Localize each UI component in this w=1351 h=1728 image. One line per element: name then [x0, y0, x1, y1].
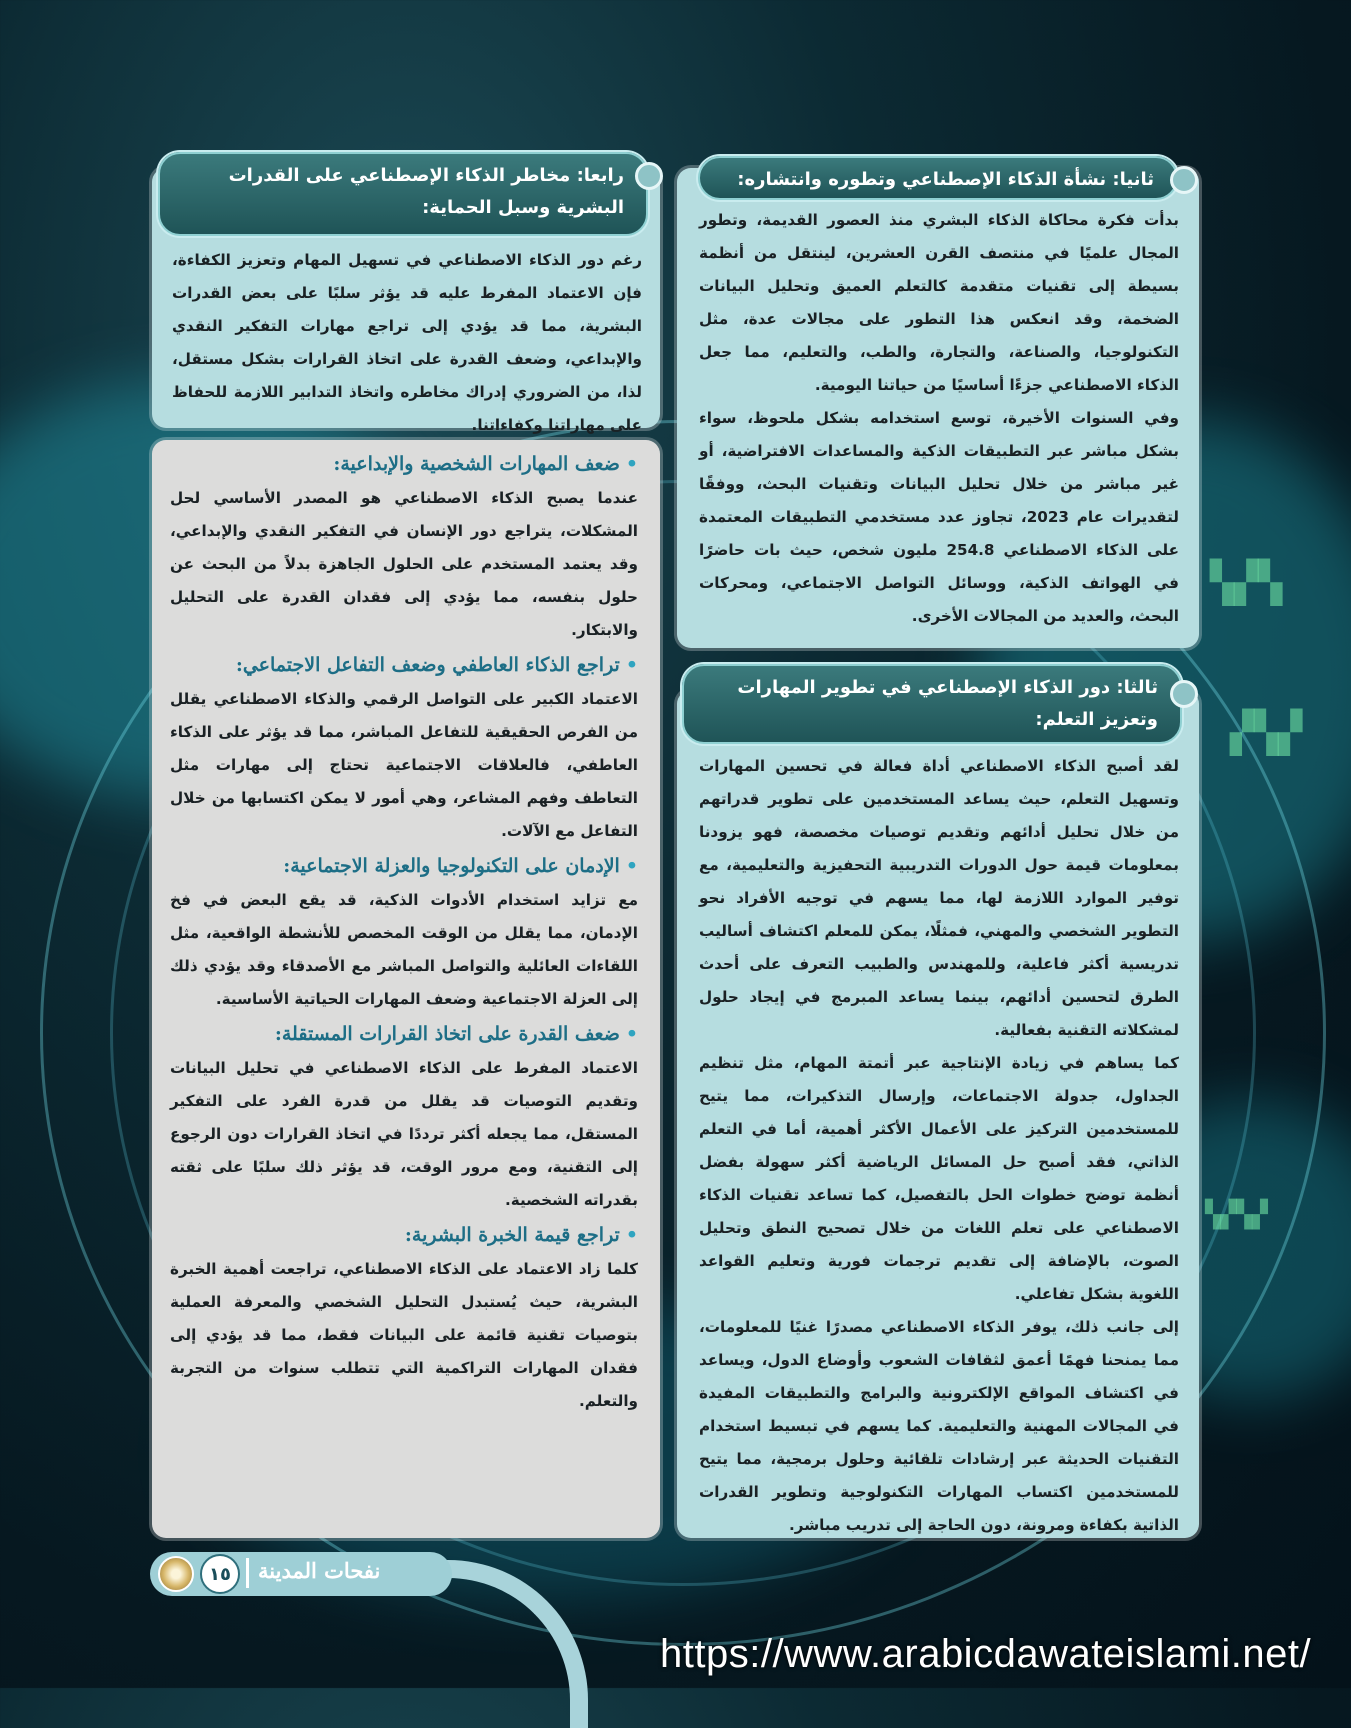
section-three-title-text: ثالثا: دور الذكاء الإصطناعي في تطوير المهارات وتعزيز التعلم: — [737, 677, 1158, 730]
bullet-dot-icon: • — [625, 654, 638, 676]
section-three-paragraph: إلى جانب ذلك، يوفر الذكاء الاصطناعي مصدرًا غنيًا للمعلومات، مما يمنحنا فهمًا أعمق لثقافات الشعوب وأوضاع الدول، ويساعد في اكتشاف المواقع الإلكترونية والبرامج والتطبيقات المفيدة في المجالات المهنية والتعليمية. كما يسهم في تبسيط استخدام التقنيات الحديثة عبر إرشادات تلقائية وحلول برمجية، مما يتيح للمستخدمين اكتساب المهارات التكنولوجية وتطوير القدرات الذاتية بكفاءة ومرونة، دون الحاجة إلى تدريب مباشر. — [699, 1318, 1179, 1534]
section-two-title-text: ثانيا: نشأة الذكاء الإصطناعي وتطوره وانتشاره: — [737, 169, 1154, 190]
section-three-paragraph: لقد أصبح الذكاء الاصطناعي أداة فعالة في تحسين المهارات وتسهيل التعلم، حيث يساعد المستخدمين على تطوير قدراتهم من خلال تحليل أدائهم وتقديم توصيات مخصصة، فهو يزودنا بمعلومات قيمة حول الدورات التدريبية التحفيزية والتعليمية، مع توفير الموارد اللازمة لها، مما يسهم في توجيه الأفراد نحو التطوير الشخصي والمهني، فمثلًا، يمكن للمعلم اكتشاف أساليب تدريسية أكثر فاعلية، وللمهندس والطبيب التعرف على أحدث الطرق لتحسين أدائهم، بينما يساعد المبرمج في إيجاد حلول لمشكلاته التقنية بفعالية. — [699, 757, 1179, 1039]
bullet-dot-icon: • — [625, 1023, 638, 1045]
section-two-paragraph: وفي السنوات الأخيرة، توسع استخدامه بشكل ملحوظ، سواء بشكل مباشر عبر التطبيقات الذكية والمساعدات الافتراضية، أو غير مباشر من خلال تحليل البيانات وتقنيات البحث، ووفقًا لتقديرات عام 2023، تجاوز عدد مستخدمي التطبيقات المعتمدة على الذكاء الاصطناعي 254.8 مليون شخص، حيث بات حاضرًا في الهواتف الذكية، ووسائل التواصل الاجتماعي، ومحركات البحث، والعديد من المجالات الأخرى. — [699, 409, 1179, 625]
section-two-paragraph: بدأت فكرة محاكاة الذكاء البشري منذ العصور القديمة، وتطور المجال علميًا في منتصف القرن العشرين، لينتقل من أنظمة بسيطة إلى تقنيات متقدمة كالتعلم العميق وتحليل البيانات الضخمة، وقد انعكس هذا التطور على مجالات عدة، مثل التكنولوجيا، والصناعة، والتجارة، والطب، والتعليم، مما جعل الذكاء الاصطناعي جزءًا أساسيًا من حياتنا اليومية. — [699, 211, 1179, 394]
footer-divider — [246, 1558, 249, 1588]
section-two-title — [698, 156, 1178, 200]
section-three-paragraph: كما يساهم في زيادة الإنتاجية عبر أتمتة المهام، مثل تنظيم الجداول، جدولة الاجتماعات، وإرسال التذكيرات، مما يتيح للمستخدمين التركيز على الأعمال الأكثر أهمية، أما في التعلم الذاتي، فقد أصبح حل المسائل الرياضية أكثر سهولة بفضل أنظمة توضح خطوات الحل بالتفصيل، كما تساعد تقنيات الذكاء الاصطناعي على تعلم اللغات من خلال تصحيح النطق وتحليل الصوت، بالإضافة إلى تقديم ترجمات فورية وتعليم القواعد اللغوية بشكل تفاعلي. — [699, 1054, 1179, 1303]
background-code-glyphs: ▚▞▚ — [1210, 560, 1283, 606]
background-code-glyphs: ▞▚▞ — [1230, 710, 1303, 756]
background-code-glyphs: ▚▞▚▞ — [1205, 1200, 1268, 1230]
risk-heading: •تراجع الذكاء العاطفي وضعف التفاعل الاجتماعي: — [235, 654, 638, 676]
risk-item — [170, 1217, 638, 1418]
rosette-emblem-icon — [158, 1556, 194, 1592]
risk-text: الاعتماد المفرط على الذكاء الاصطناعي في تحليل البيانات وتقديم التوصيات قد يقلل من قدرة الفرد على التفكير المستقل، مما يجعله أكثر ترددًا في اتخاذ القرارات دون الرجوع إلى التقنية، ومع مرور الوقت، قد يؤثر ذلك سلبًا على ثقته بقدراته الشخصية. — [170, 1059, 638, 1209]
bullet-dot-icon: • — [625, 855, 638, 877]
risk-item — [170, 647, 638, 848]
page-number: ١٥ — [200, 1554, 240, 1594]
watermark-url: https://www.arabicdawateislami.net/ — [660, 1632, 1312, 1676]
section-four-title — [158, 152, 648, 236]
header-ornament-icon — [1170, 680, 1198, 708]
section-three-panel — [677, 690, 1199, 1538]
section-four-title-text: رابعا: مخاطر الذكاء الإصطناعي على القدرات البشرية وسبل الحماية: — [228, 165, 624, 218]
risk-item — [170, 446, 638, 647]
risk-text: مع تزايد استخدام الأدوات الذكية، قد يقع البعض في فخ الإدمان، مما يقلل من الوقت المخصص للأنشطة الواقعية، مثل اللقاءات العائلية والتواصل المباشر مع الأصدقاء وقد يؤدي ذلك إلى العزلة الاجتماعية وضعف المهارات الحياتية الأساسية. — [170, 891, 638, 1008]
header-ornament-icon — [1170, 166, 1198, 194]
risk-heading: •الإدمان على التكنولوجيا والعزلة الاجتماعية: — [283, 855, 638, 877]
risk-heading: •تراجع قيمة الخبرة البشرية: — [404, 1224, 638, 1246]
risk-text: كلما زاد الاعتماد على الذكاء الاصطناعي، تراجعت أهمية الخبرة البشرية، حيث يُستبدل التحليل الشخصي والمعرفة العملية بتوصيات تقنية قائمة على البيانات فقط، مما قد يؤدي إلى فقدان المهارات التراكمية التي تتطلب سنوات من التجربة والتعلم. — [170, 1260, 638, 1410]
magazine-name: نفحات المدينة — [258, 1558, 381, 1583]
page-footer — [150, 1552, 452, 1596]
header-ornament-icon — [635, 162, 663, 190]
bullet-dot-icon: • — [625, 453, 638, 475]
risk-heading: •ضعف القدرة على اتخاذ القرارات المستقلة: — [274, 1023, 638, 1045]
section-two-panel — [677, 168, 1199, 648]
risk-item — [170, 1016, 638, 1217]
section-four-paragraph: رغم دور الذكاء الاصطناعي في تسهيل المهام وتعزيز الكفاءة، فإن الاعتماد المفرط عليه قد يؤثر سلبًا على بعض القدرات البشرية، مما قد يؤدي إلى تراجع مهارات التفكير النقدي والإبداعي، وضعف القدرة على اتخاذ القرارات بشكل مستقل، لذا، من الضروري إدراك مخاطره واتخاذ التدابير اللازمة للحفاظ على مهاراتنا وكفاءاتنا. — [172, 251, 642, 434]
risk-text: عندما يصبح الذكاء الاصطناعي هو المصدر الأساسي لحل المشكلات، يتراجع دور الإنسان في التفكير النقدي والإبداعي، وقد يعتمد المستخدم على الحلول الجاهزة بدلاً من البحث عن حلول بنفسه، مما يؤدي إلى فقدان القدرة على التحليل والابتكار. — [170, 489, 638, 639]
bullet-dot-icon: • — [625, 1224, 638, 1246]
risk-text: الاعتماد الكبير على التواصل الرقمي والذكاء الاصطناعي يقلل من الفرص الحقيقية للتفاعل المباشر، مما قد يؤثر على الذكاء العاطفي، فالعلاقات الاجتماعية تحتاج إلى مهارات مثل التعاطف وفهم المشاعر، وهي أمور لا يمكن اكتسابها من خلال التفاعل مع الآلات. — [170, 690, 638, 840]
risks-panel — [152, 440, 660, 1538]
risk-item — [170, 848, 638, 1016]
section-three-title — [682, 664, 1182, 744]
risk-heading: •ضعف المهارات الشخصية والإبداعية: — [333, 453, 638, 475]
